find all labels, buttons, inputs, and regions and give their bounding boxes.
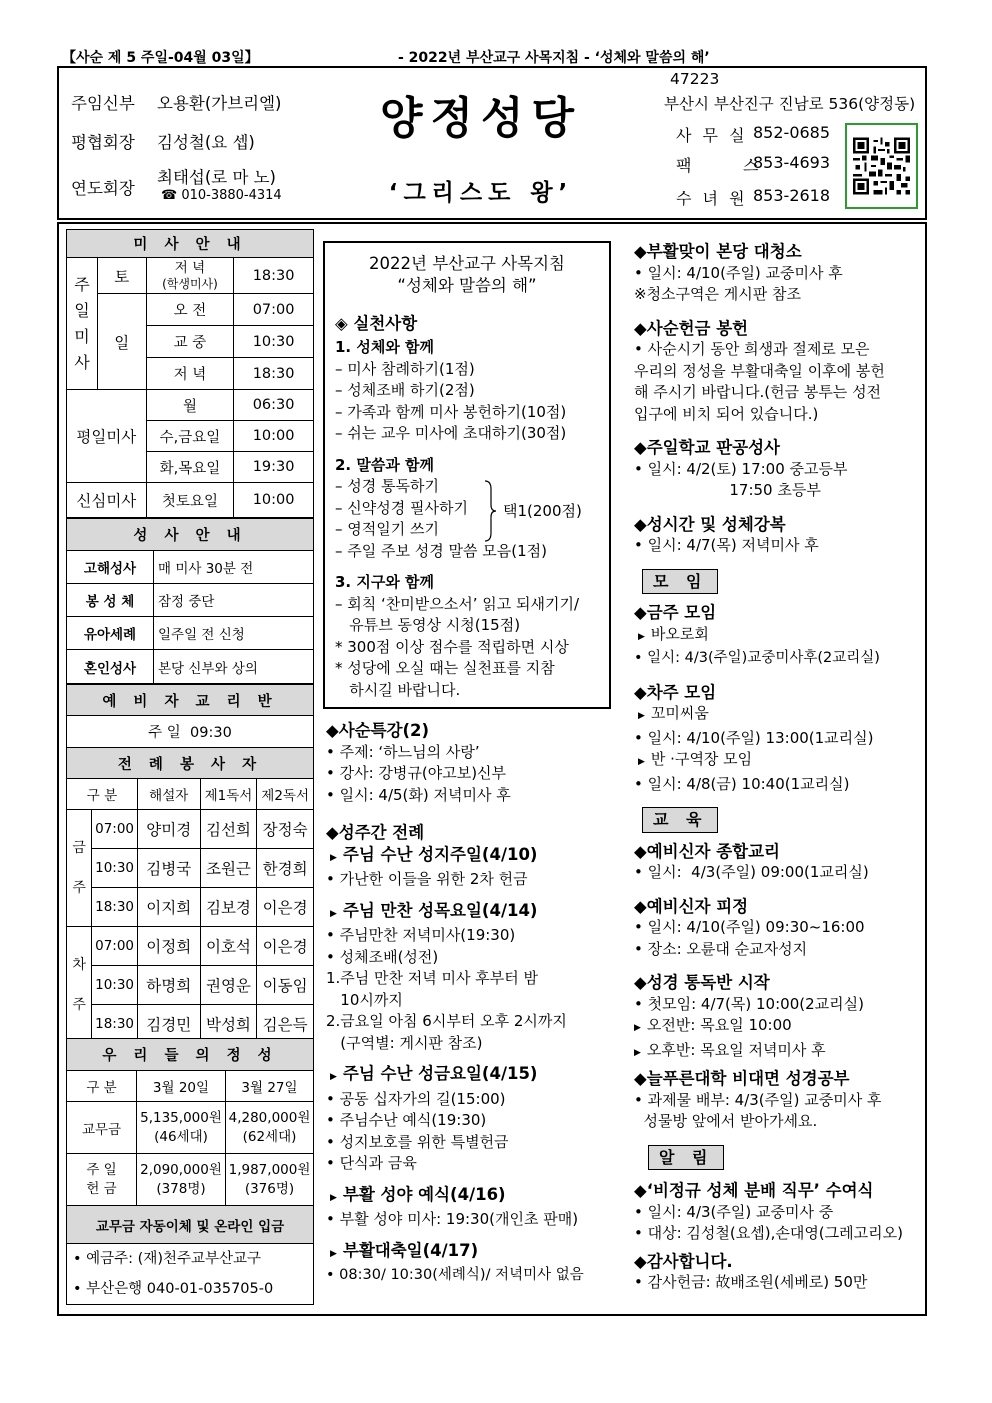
easter-sunday-heading: ▶ 부활대축일(4/17) xyxy=(326,1240,616,1266)
notices-bar: 알 림 xyxy=(648,1145,724,1171)
servers-header: 제2독서 xyxy=(257,779,314,810)
easter-vigil-heading: ▶ 부활 성야 예식(4/16) xyxy=(326,1184,616,1210)
good-friday-heading: ▶ 주님 수난 성금요일(4/15) xyxy=(326,1063,616,1089)
thanks-title: ◆감사합니다. xyxy=(634,1251,733,1271)
catechumen-class-title: ◆예비신자 종합교리 xyxy=(634,841,780,861)
pastor-name: 오용환(가브리엘) xyxy=(157,94,282,113)
server-commentator: 김경민 xyxy=(137,1005,200,1044)
bible-reading-item: • 첫모임: 4/7(목) 10:00(2교리실) xyxy=(634,994,864,1013)
server-reader2: 한경희 xyxy=(257,849,314,888)
easter-sunday-item: • 08:30/ 10:30(세례식)/ 저녁미사 없음 xyxy=(326,1267,584,1283)
practice-item: 유튜브 동영상 시청(15점) xyxy=(335,616,521,634)
servers-header: 제1독서 xyxy=(200,779,257,810)
server-reader1: 박성희 xyxy=(200,1005,257,1044)
collection-week1 xyxy=(137,1154,226,1206)
server-reader2: 장정숙 xyxy=(257,810,314,849)
pastor-label: 주임신부 xyxy=(71,94,135,113)
collection-week1-amount: 2,090,000원 xyxy=(140,1161,222,1178)
sunday-school-item: • 일시: 4/2(토) 17:00 중고등부 xyxy=(634,459,848,478)
sunday-mass-time: 10:30 xyxy=(234,326,314,358)
elder-label: 연도회장 xyxy=(71,179,135,198)
weekday-mass-day: 화,목요일 xyxy=(146,452,234,483)
server-commentator: 하명희 xyxy=(137,966,200,1005)
server-reader1: 김선희 xyxy=(200,810,257,849)
server-time: 10:30 xyxy=(92,849,138,888)
parish-motto: ‘그리스도 왕’ xyxy=(388,180,574,206)
server-commentator: 김병국 xyxy=(137,849,200,888)
lenten-lecture-title: ◆사순특강(2) xyxy=(326,721,430,740)
palm-sunday-item: • 가난한 이들을 위한 2차 헌금 xyxy=(326,870,528,888)
address: 부산시 부산진구 진남로 536(양정동) xyxy=(664,95,916,113)
auto-transfer-title: 교무금 자동이체 및 온라인 입금 xyxy=(67,1206,314,1244)
tithe-week2 xyxy=(226,1102,314,1154)
brace-icon xyxy=(483,479,497,543)
practice-heading: ◈ 실천사항 xyxy=(335,314,418,333)
diocese-policy-box xyxy=(323,241,611,709)
lenten-offering-text: • 사순시기 동안 희생과 절제로 모은 xyxy=(634,340,870,358)
this-week-meetings-title: ◆금주 모임 xyxy=(634,603,717,622)
collection-week1-people: (378명) xyxy=(156,1180,206,1197)
practice-item: * 성당에 오실 때는 실천표를 지참 xyxy=(335,659,555,677)
saturday-mass-note: (학생미사) xyxy=(162,276,218,291)
easter-vigil-item: • 부활 성야 미사: 19:30(개인초 판매) xyxy=(326,1210,579,1228)
zip-code: 47223 xyxy=(670,70,720,88)
lenten-item: • 주제: ‘하느님의 사랑’ xyxy=(326,742,480,761)
holy-thursday-item: • 성체조배(성전) xyxy=(326,947,439,966)
next-week-meetings-title: ◆차주 모임 xyxy=(634,682,717,702)
sacrament-info: 잠정 중단 xyxy=(154,584,314,617)
collection-week2-amount: 1,987,000원 xyxy=(228,1161,311,1178)
lenten-item: • 일시: 4/5(화) 저녁미사 후 xyxy=(326,785,511,804)
server-reader1: 권영운 xyxy=(200,966,257,1005)
cleaning-item: • 일시: 4/10(주일) 교중미사 후 xyxy=(634,263,843,282)
server-time: 18:30 xyxy=(92,1005,138,1044)
tithe-label: 교무금 xyxy=(67,1102,137,1154)
holy-thursday-item: 2.금요일 아침 6시부터 오후 2시까지 xyxy=(326,1012,567,1030)
cleaning-title: ◆부활맞이 본당 대청소 xyxy=(634,242,802,261)
good-friday-item: • 공동 십자가의 길(15:00) xyxy=(326,1089,506,1108)
bank-info xyxy=(67,1244,314,1305)
catechumen-class-item: • 일시: 4/3(주일) 09:00(1교리실) xyxy=(634,863,869,881)
sunday-school-item: 17:50 초등부 xyxy=(634,481,821,499)
lenten-offering-text: 우리의 정성을 부활대축일 이후에 봉헌 xyxy=(634,361,885,380)
retreat-item: • 일시: 4/10(주일) 09:30~16:00 xyxy=(634,918,865,936)
weekday-mass-day: 수,금요일 xyxy=(146,421,234,452)
sunday-mass-name: 저 녁 xyxy=(146,358,234,390)
practice-item: * 300점 이상 점수를 적립하면 시상 xyxy=(335,637,569,656)
policy-title-line2: “성체와 말씀의 해” xyxy=(397,276,537,295)
saturday-label: 토 xyxy=(97,258,146,294)
choice-note: 택1(200점) xyxy=(503,502,582,520)
sunday-mass-time: 07:00 xyxy=(234,294,314,326)
top-line xyxy=(62,47,924,67)
council-label: 평협회장 xyxy=(71,133,135,152)
server-reader2: 김은득 xyxy=(257,1005,314,1044)
next-week-label: 차 주 xyxy=(67,927,92,1044)
catechumen-table xyxy=(66,684,314,748)
meeting-group: ▶ 반 ·구역장 모임 xyxy=(634,749,924,774)
policy-title-line1: 2022년 부산교구 사목지침 xyxy=(369,254,565,273)
sacrament-name: 고해성사 xyxy=(67,551,154,584)
practice-item: – 성경 통독하기 xyxy=(335,477,439,495)
bible-reading-class: ▶ 오후반: 목요일 저녁미사 후 xyxy=(634,1040,924,1065)
practice-section-3: 3. 지구와 함께 xyxy=(335,573,435,591)
qr-code[interactable] xyxy=(845,123,918,209)
holy-hour-title: ◆성시간 및 성체강복 xyxy=(634,514,786,534)
server-time: 18:30 xyxy=(92,888,138,927)
holy-thursday-heading: ▶ 주님 만찬 성목요일(4/14) xyxy=(326,900,616,926)
university-item: • 과제물 배부: 4/3(주일) 교중미사 후 xyxy=(634,1090,882,1109)
tithe-week2-amount: 4,280,000원 xyxy=(228,1109,311,1126)
retreat-title: ◆예비신자 피정 xyxy=(634,896,749,916)
tithe-week1-amount: 5,135,000원 xyxy=(140,1109,222,1126)
header-box xyxy=(57,66,927,220)
catechumen-title: 예 비 자 교 리 반 xyxy=(67,685,314,716)
weekday-mass-time: 10:00 xyxy=(234,421,314,452)
sacraments-table xyxy=(66,518,314,684)
holy-thursday-item: 10시까지 xyxy=(326,990,403,1009)
education-bar: 교 육 xyxy=(642,807,718,833)
sunday-mass-name: 오 전 xyxy=(146,294,234,326)
collection-week2-people: (376명) xyxy=(244,1180,295,1197)
first-saturday-label: 신심미사 xyxy=(67,483,147,518)
ministers-item: • 일시: 4/3(주일) 교중미사 중 xyxy=(634,1202,834,1221)
sunday-label: 일 xyxy=(97,294,146,390)
sunday-school-title: ◆주일학교 판공성사 xyxy=(634,438,780,457)
elder-phone: ☎ 010-3880-4314 xyxy=(161,188,282,203)
sacrament-info: 일주일 전 신청 xyxy=(154,617,314,650)
server-reader1: 김보경 xyxy=(200,888,257,927)
catechumen-time: 주 일 09:30 xyxy=(67,716,314,748)
tithe-week2-households: (62세대) xyxy=(242,1128,297,1145)
fax-number: 853-4693 xyxy=(753,153,831,172)
server-time: 10:30 xyxy=(92,966,138,1005)
meetings-bar: 모 임 xyxy=(642,569,718,595)
saturday-mass-type: 저 녁 xyxy=(174,259,206,276)
tithe-week1-households: (46세대) xyxy=(154,1128,208,1145)
offerings-header: 3월 27일 xyxy=(226,1071,314,1102)
server-time: 07:00 xyxy=(92,927,138,966)
middle-column xyxy=(326,720,616,1287)
lenten-offering-title: ◆사순헌금 봉헌 xyxy=(634,318,749,338)
saturday-mass-name xyxy=(146,258,234,294)
meeting-group: ▶ 바오로회 xyxy=(634,624,924,649)
retreat-item: • 장소: 오륜대 순교자성지 xyxy=(634,939,808,958)
cleaning-item: ※청소구역은 게시판 참조 xyxy=(634,285,802,303)
offerings-header: 구 분 xyxy=(67,1071,137,1102)
holy-thursday-item: 1.주님 만찬 저녁 미사 후부터 밤 xyxy=(326,969,539,987)
practice-item: – 가족과 함께 미사 봉헌하기(10점) xyxy=(335,402,567,421)
sunday-mass-label: 주 일 미 사 xyxy=(67,258,98,390)
good-friday-item: • 주님수난 예식(19:30) xyxy=(326,1111,487,1129)
sacrament-name: 유아세례 xyxy=(67,617,154,650)
issue-date: 【사순 제 5 주일-04월 03일】 xyxy=(62,50,259,66)
palm-sunday-heading: ▶ 주님 수난 성지주일(4/10) xyxy=(326,844,616,870)
sunday-collection-label-line1: 주 일 xyxy=(86,1161,117,1178)
meeting-item: • 일시: 4/3(주일)교중미사후(2교리실) xyxy=(634,650,880,666)
meeting-group: ▶ 꼬미씨움 xyxy=(634,703,924,728)
bible-reading-class: ▶ 오전반: 목요일 10:00 xyxy=(634,1015,924,1040)
sunday-collection-label xyxy=(67,1154,137,1206)
elder-name: 최태섭(로 마 노) xyxy=(157,168,276,187)
qr-code-icon xyxy=(853,130,910,202)
sunday-mass-name: 교 중 xyxy=(146,326,234,358)
practice-item: – 회칙 ‘찬미받으소서’ 읽고 되새기기/ xyxy=(335,594,580,613)
server-commentator: 이지희 xyxy=(137,888,200,927)
mass-schedule-table xyxy=(66,229,314,518)
first-saturday-day: 첫토요일 xyxy=(146,483,234,518)
server-commentator: 양미경 xyxy=(137,810,200,849)
server-reader1: 조원근 xyxy=(200,849,257,888)
weekday-mass-time: 06:30 xyxy=(234,390,314,421)
ministers-item: • 대상: 김성철(요셉),손대영(그레고리오) xyxy=(634,1224,903,1242)
practice-section-1: 1. 성체와 함께 xyxy=(335,338,435,356)
convent-label: 수 녀 원 xyxy=(676,189,748,208)
bank-account: • 부산은행 040-01-035705-0 xyxy=(73,1281,274,1297)
holy-hour-item: • 일시: 4/7(목) 저녁미사 후 xyxy=(634,536,819,554)
practice-item: – 주일 주보 성경 말씀 모음(1점) xyxy=(335,541,547,560)
servers-title: 전 례 봉 사 자 xyxy=(67,748,314,779)
lenten-offering-text: 입구에 비치 되어 있습니다.) xyxy=(634,404,819,423)
this-week-label: 금 주 xyxy=(67,810,92,927)
good-friday-item: • 단식과 금육 xyxy=(326,1154,417,1172)
council-name: 김성철(요 셉) xyxy=(157,133,255,152)
diocese-theme: - 2022년 부산교구 사목지침 - ‘성체와 말씀의 해’ xyxy=(398,50,710,66)
right-column xyxy=(634,241,924,1294)
practice-item: – 성체조배 하기(2점) xyxy=(335,381,475,399)
first-saturday-time: 10:00 xyxy=(234,483,314,518)
servers-header: 구 분 xyxy=(67,779,138,810)
liturgy-servers-table xyxy=(66,747,314,1044)
practice-item: 하시길 바랍니다. xyxy=(335,680,461,699)
office-phone: 852-0685 xyxy=(753,123,831,142)
university-title: ◆늘푸른대학 비대면 성경공부 xyxy=(634,1069,850,1088)
account-holder: • 예금주: (재)천주교부산교구 xyxy=(73,1251,262,1267)
holy-thursday-item: • 주님만찬 저녁미사(19:30) xyxy=(326,926,516,944)
server-reader2: 이은경 xyxy=(257,888,314,927)
server-commentator: 이정희 xyxy=(137,927,200,966)
policy-title xyxy=(325,253,609,297)
practice-section-2: 2. 말씀과 함께 xyxy=(335,455,435,474)
bible-reading-title: ◆성경 통독반 시작 xyxy=(634,973,770,992)
sunday-collection-label-line2: 헌 금 xyxy=(86,1180,117,1197)
practice-item: – 영적일기 쓰기 xyxy=(335,520,439,538)
weekday-mass-time: 19:30 xyxy=(234,452,314,483)
convent-phone: 853-2618 xyxy=(753,186,831,205)
good-friday-item: • 성지보호를 위한 특별헌금 xyxy=(326,1132,509,1151)
server-reader2: 이은경 xyxy=(257,927,314,966)
server-reader2: 이동임 xyxy=(257,966,314,1005)
sacraments-title: 성 사 안 내 xyxy=(67,519,314,551)
sacrament-info: 본당 신부와 상의 xyxy=(154,650,314,684)
tithe-week1 xyxy=(137,1102,226,1154)
holy-week-title: ◆성주간 전례 xyxy=(326,823,425,842)
sacrament-name: 봉 성 체 xyxy=(67,584,154,617)
thanks-item: • 감사헌금: 故배조원(세베로) 50만 xyxy=(634,1273,868,1291)
weekday-mass-day: 월 xyxy=(146,390,234,421)
meeting-item: • 일시: 4/8(금) 10:40(1교리실) xyxy=(634,774,850,793)
meeting-item: • 일시: 4/10(주일) 13:00(1교리실) xyxy=(634,728,874,747)
fax-label: 팩 스 xyxy=(676,156,762,175)
practice-item: – 미사 참례하기(1점) xyxy=(335,359,475,378)
parish-name: 양정성당 xyxy=(379,93,582,144)
lenten-offering-text: 해 주시기 바랍니다.(헌금 봉투는 성전 xyxy=(634,383,882,401)
practice-item: – 쉬는 교우 미사에 초대하기(30점) xyxy=(335,424,567,442)
offerings-table xyxy=(66,1038,314,1305)
offerings-header: 3월 20일 xyxy=(137,1071,226,1102)
servers-header: 해설자 xyxy=(137,779,200,810)
offerings-title: 우 리 들 의 정 성 xyxy=(67,1039,314,1071)
sacrament-info: 매 미사 30분 전 xyxy=(154,551,314,584)
university-item: 성물방 앞에서 받아가세요. xyxy=(634,1112,818,1130)
lenten-item: • 강사: 강병규(야고보)신부 xyxy=(326,764,507,782)
collection-week2 xyxy=(226,1154,314,1206)
practice-item: – 신약성경 필사하기 xyxy=(335,498,468,517)
ministers-title: ◆‘비정규 성체 분배 직무’ 수여식 xyxy=(634,1181,874,1200)
sunday-mass-time: 18:30 xyxy=(234,358,314,390)
server-time: 07:00 xyxy=(92,810,138,849)
holy-thursday-item: (구역별: 게시판 참조) xyxy=(326,1033,483,1052)
sacrament-name: 혼인성사 xyxy=(67,650,154,684)
mass-title: 미 사 안 내 xyxy=(67,230,314,258)
weekday-mass-label: 평일미사 xyxy=(67,390,147,483)
office-label: 사 무 실 xyxy=(676,126,748,145)
saturday-mass-time: 18:30 xyxy=(234,258,314,294)
server-reader1: 이호석 xyxy=(200,927,257,966)
